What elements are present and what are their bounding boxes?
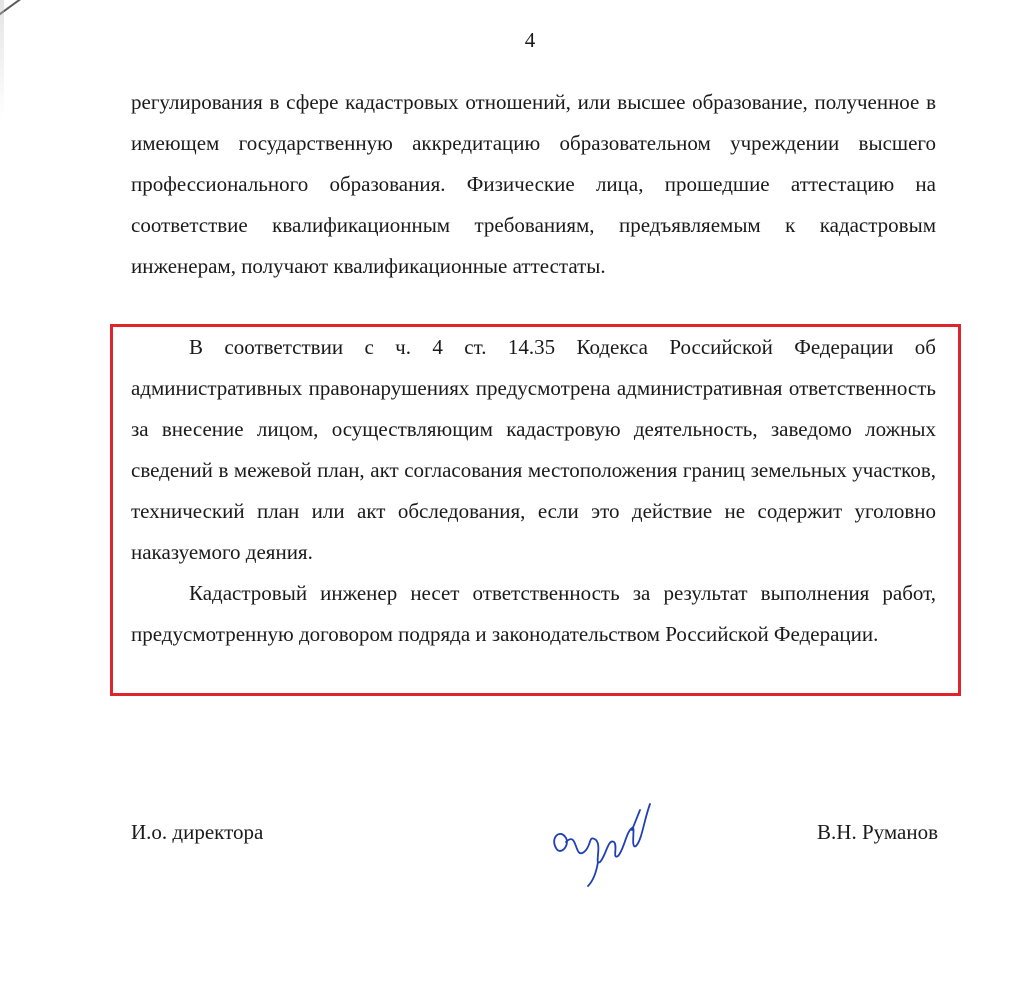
signer-name: В.Н. Руманов: [817, 820, 938, 844]
scan-edge-mark: [0, 0, 80, 22]
handwritten-signature: [548, 790, 658, 890]
page-number: 4: [524, 28, 536, 52]
signer-role: И.о. директора: [131, 820, 264, 844]
scan-shadow: [0, 0, 4, 120]
paragraph-liability-code: В соответствии с ч. 4 ст. 14.35 Кодекса Российской Федерации об административных правонарушениях предусмотрена административная ответственность за внесение лицом, осуществляющим кадастровую деятельность, заведомо ложных сведений в межевой план, акт согласования местоположения границ земельных участков, технический план или акт обследования, если это действие не содержит уголовно наказуемого деяния.: [131, 335, 936, 564]
signature-row: [131, 820, 938, 900]
paragraph-engineer-responsibility: Кадастровый инженер несет ответственность за результат выполнения работ, предусмотренную договором подряда и законодательством Российской Федерации.: [131, 581, 936, 646]
paragraph-continuation: регулирования в сфере кадастровых отношений, или высшее образование, полученное в имеющем государственную аккредитацию образовательном учреждении высшего профессионального образования. Физические лица, прошедшие аттестацию на соответствие квалификационным требованиям, предъявляемым к кадастровым инженерам, получают квалификационные аттестаты.: [131, 90, 936, 278]
top-paragraph-block: [131, 82, 936, 287]
highlighted-paragraph-block: [131, 327, 936, 655]
